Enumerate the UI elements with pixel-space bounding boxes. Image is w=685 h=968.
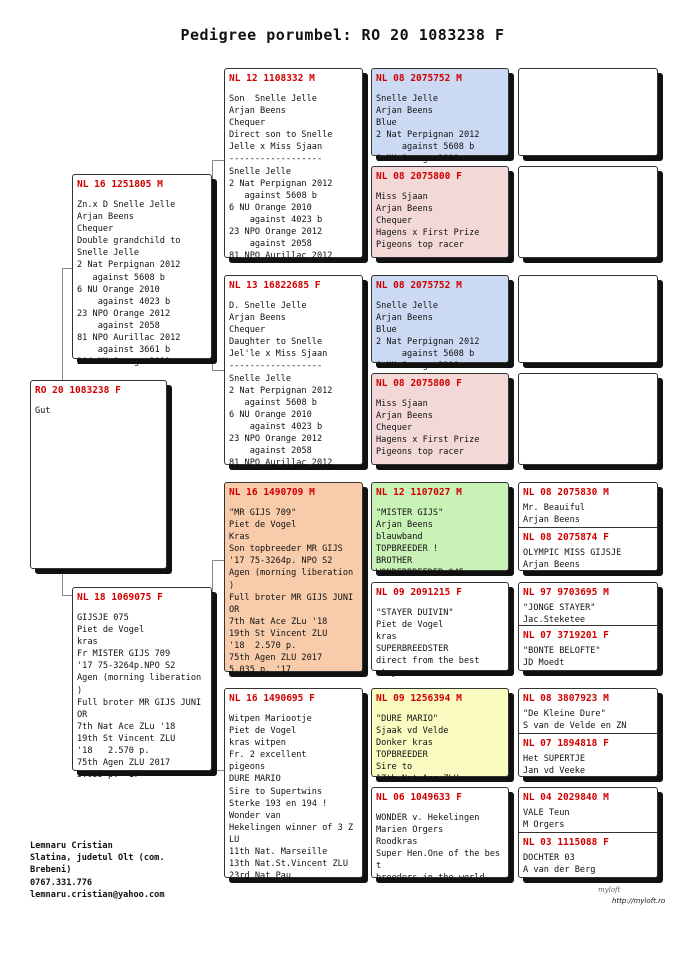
page-title: Pedigree porumbel: RO 20 1083238 F: [180, 26, 505, 44]
connector-line: [212, 560, 213, 770]
ring-number: NL 04 2029840 M: [523, 792, 609, 803]
pigeon-details: VALE Teun M Orgers: [523, 808, 570, 831]
ring-number: NL 09 2091215 F: [376, 587, 462, 598]
sds-card: [371, 275, 509, 372]
pigeon-details: WONDER v. Hekelingen Marien Orgers Roodkras Super Hen.One of the bes t breeders in the world: [376, 813, 501, 884]
pigeon-details: Zn.x D Snelle Jelle Arjan Beens Chequer Double grandchild to Snelle Jelle 2 Nat Perpignan 2012 against 5608 b 6 NU Orange 2010 against 4023 b 23 NPO Orange 2012 against 2058 81 NPO Aurillac 2012 against 3661 b 204 NU Orange 2011: [77, 200, 181, 368]
gen4-empty-card: [518, 373, 658, 465]
pigeon-details: Het SUPERTJE Jan vd Veeke: [523, 754, 586, 777]
ddd-card: [371, 787, 509, 884]
breeder-contact: Lemnaru Cristian Slatina, judetul Olt (com. Brebeni) 0767.331.776 lemnaru.cristian@yahoo.com: [30, 841, 165, 900]
connector-line: [62, 570, 63, 595]
dsd-card: [371, 582, 509, 679]
dam-dam-card: [224, 688, 363, 882]
ring-number: NL 06 1049633 F: [376, 792, 462, 803]
myloft-logo: myloft: [598, 886, 621, 894]
pigeon-details: "DURE MARIO" Sjaak vd Velde Donker kras TOPBREEDER Sire to 17th Nat Ace ZLU: [376, 714, 459, 785]
ring-number: NL 16 1490709 M: [229, 487, 315, 498]
dds-card: [371, 688, 509, 785]
connector-line: [212, 560, 224, 561]
ring-number: NL 12 1108332 M: [229, 73, 315, 84]
ring-number: NL 13 16822685 F: [229, 280, 321, 291]
sire-sire-card: [224, 68, 363, 262]
footer-link[interactable]: http://myloft.ro: [612, 897, 666, 905]
ring-number: NL 08 2075800 F: [376, 171, 462, 182]
ring-number: NL 08 3807923 M: [523, 693, 609, 704]
pigeon-details: Witpen Mariootje Piet de Vogel kras witpen Fr. 2 excellent pigeons DURE MARIO Sire to Supertwins Sterke 193 en 194 ! Wonder van Hekelingen winner of 3 Z LU 11th Nat. Marseille 13th Nat.St.Vincent ZLU 23rd Nat Pau: [229, 714, 354, 882]
pigeon-details: Gut: [35, 406, 51, 416]
ring-number: NL 08 2075830 M: [523, 487, 609, 498]
ring-number: NL 03 1115088 F: [523, 837, 609, 848]
ring-number: RO 20 1083238 F: [35, 385, 121, 396]
gen4-empty-card: [518, 166, 658, 258]
ring-number: NL 08 2075752 M: [376, 280, 462, 291]
connector-line: [212, 370, 224, 371]
ring-number: NL 12 1107027 M: [376, 487, 462, 498]
ring-number: NL 08 2075874 F: [523, 532, 609, 543]
ring-number: NL 09 1256394 M: [376, 693, 462, 704]
connector-line: [62, 268, 72, 269]
ring-number: NL 08 2075800 F: [376, 378, 462, 389]
gen4-pair-card: [518, 787, 658, 878]
ring-number: NL 08 2075752 M: [376, 73, 462, 84]
pigeon-details: DOCHTER 03 A van der Berg: [523, 853, 596, 876]
subject-card: [30, 380, 167, 569]
dam-sire-card: [224, 482, 363, 676]
pigeon-details: "MR GIJS 709" Piet de Vogel Kras Son topbreeder MR GIJS '17 75-3264p. NPO S2 Agen (morning liberation ) Full broter MR GIJS JUNI OR 7th Nat Ace ZLu '18 19th St Vincent ZLU '18 2.570 p. 75th Agen ZLU 2017 5.035 p. '17: [229, 508, 354, 676]
dam-card: [72, 587, 212, 781]
connector-line: [212, 160, 213, 370]
gen4-pair-card: [518, 688, 658, 777]
pigeon-details: OLYMPIC MISS GIJSJE Arjan Beens: [523, 548, 622, 571]
ring-number: NL 07 3719201 F: [523, 630, 609, 641]
ssd-card: [371, 166, 509, 258]
sdd-card: [371, 373, 509, 465]
pigeon-details: "MISTER GIJS" Arjan Beens blauwband TOPBREEDER ! BROTHER WONDERBREEDER 045: [376, 508, 464, 579]
pigeon-details: GIJSJE 075 Piet de Vogel kras Fr MISTER GIJS 709 '17 75-3264p.NPO S2 Agen (morning liberation ) Full broter MR GIJS JUNI OR 7th Nat Ace ZLu '18 19th St Vincent ZLU '18 2.570 p. 75th Agen ZLU 2017 5.035 p. '17: [77, 613, 202, 781]
pigeon-details: "BONTE BELOFTE" JD Moedt: [523, 646, 601, 669]
pigeon-details: "STAYER DUIVIN" Piet de Vogel kras SUPERBREEDSTER direct from the best stayer: [376, 608, 480, 679]
gen4-empty-card: [518, 275, 658, 363]
gen4-pair-card: [518, 482, 658, 571]
sire-dam-card: [224, 275, 363, 469]
ring-number: NL 18 1069075 F: [77, 592, 163, 603]
connector-line: [62, 595, 72, 596]
connector-line: [212, 770, 224, 771]
gen4-pair-card: [518, 582, 658, 671]
pigeon-details: D. Snelle Jelle Arjan Beens Chequer Daughter to Snelle Jel'le x Miss Sjaan ------------------ Snelle Jelle 2 Nat Perpignan 2012 against 5608 b 6 NU Orange 2010 against 4023 b 23 NPO Orange 2012 against 2058 81 NPO Aurillac 2012: [229, 301, 333, 469]
pigeon-details: Miss Sjaan Arjan Beens Chequer Hagens x First Prize Pigeons top racer: [376, 399, 480, 458]
ring-number: NL 07 1894818 F: [523, 738, 609, 749]
ring-number: NL 16 1251805 M: [77, 179, 163, 190]
gen4-empty-card: [518, 68, 658, 156]
ring-number: NL 16 1490695 F: [229, 693, 315, 704]
pigeon-details: Snelle Jelle Arjan Beens Blue 2 Nat Perpignan 2012 against 5608 b 6 NU Orange 2010: [376, 94, 480, 165]
pigeon-details: Miss Sjaan Arjan Beens Chequer Hagens x First Prize Pigeons top racer: [376, 192, 480, 251]
pigeon-details: Snelle Jelle Arjan Beens Blue 2 Nat Perpignan 2012 against 5608 b 6 NU Orange 2010: [376, 301, 480, 372]
connector-line: [62, 268, 63, 388]
sire-card: [72, 174, 212, 368]
pigeon-details: Mr. Beauiful Arjan Beens: [523, 503, 586, 526]
connector-line: [212, 160, 224, 161]
dss-card: [371, 482, 509, 579]
pigeon-details: "JONGE STAYER" Jac.Steketee: [523, 603, 596, 626]
sss-card: [371, 68, 509, 165]
pigeon-details: Son Snelle Jelle Arjan Beens Chequer Direct son to Snelle Jelle x Miss Sjaan ------------------ Snelle Jelle 2 Nat Perpignan 2012 against 5608 b 6 NU Orange 2010 against 4023 b 23 NPO Orange 2012 against 2058 81 NPO Aurillac 2012: [229, 94, 333, 262]
pigeon-details: "De Kleine Dure" S van de Velde en ZN: [523, 709, 627, 732]
ring-number: NL 97 9703695 M: [523, 587, 609, 598]
